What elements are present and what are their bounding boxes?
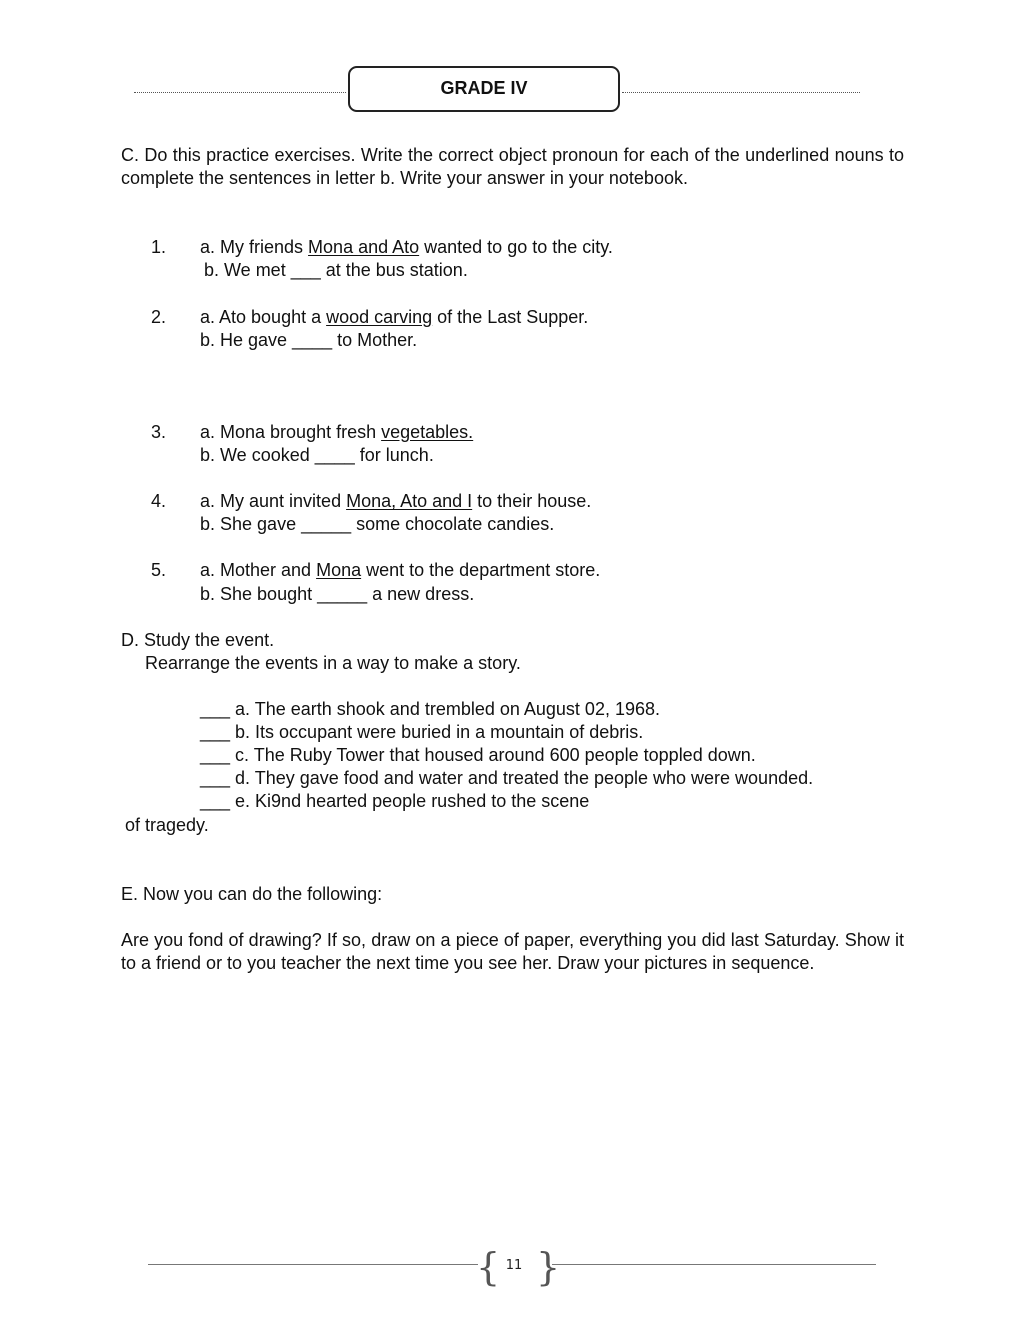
page-number: 11: [505, 1258, 523, 1273]
item-number: 5.: [151, 560, 167, 580]
item-number: 3.: [151, 422, 167, 442]
section-d-title: D. Study the event.: [121, 630, 275, 650]
event-item: ___ c. The Ruby Tower that housed around 600 people toppled down.: [200, 745, 756, 765]
section-e-title: E. Now you can do the following:: [121, 884, 383, 904]
grade-label: GRADE IV: [440, 78, 528, 98]
event-item: ___ a. The earth shook and trembled on August 02, 1968.: [200, 699, 661, 719]
footer-bracket-right-icon: }: [536, 1245, 561, 1289]
item-number: 2.: [151, 307, 167, 327]
section-d-instruction: Rearrange the events in a way to make a story.: [145, 653, 521, 673]
item-sentence-b: b. We cooked ____ for lunch.: [200, 445, 434, 465]
underlined-noun: Mona, Ato and I: [346, 491, 473, 511]
header-dotted-rule-right: [622, 92, 860, 93]
item-sentence-b: b. She gave _____ some chocolate candies.: [200, 514, 555, 534]
footer-rule-left: [148, 1264, 478, 1265]
item-sentence-b: b. He gave ____ to Mother.: [200, 330, 418, 350]
underlined-noun: wood carving: [326, 307, 433, 327]
item-sentence-a: a. Mother and Mona went to the department store.: [200, 560, 601, 580]
footer-bracket-left-icon: {: [476, 1245, 501, 1289]
underlined-noun: Mona and Ato: [308, 237, 420, 257]
item-sentence-a: a. Ato bought a wood carving of the Last Supper.: [200, 307, 589, 327]
event-item: ___ b. Its occupant were buried in a mountain of debris.: [200, 722, 644, 742]
item-sentence-a: a. My friends Mona and Ato wanted to go to the city.: [200, 237, 613, 257]
event-item: ___ d. They gave food and water and treated the people who were wounded.: [200, 768, 814, 788]
item-number: 1.: [151, 237, 167, 257]
section-e-body: Are you fond of drawing? If so, draw on a piece of paper, everything you did last Saturday. Show it to a friend or to you teacher the next time you see her. Draw your pictures in sequence.: [121, 930, 904, 973]
grade-label-box: [348, 66, 620, 112]
section-c-instructions: C. Do this practice exercises. Write the correct object pronoun for each of the underlined nouns to complete the sentences in letter b. Write your answer in your notebook.: [121, 145, 904, 188]
underlined-noun: Mona: [316, 560, 362, 580]
item-sentence-a: a. Mona brought fresh vegetables.: [200, 422, 474, 442]
event-item-continuation: of tragedy.: [125, 815, 209, 835]
event-item: ___ e. Ki9nd hearted people rushed to the scene: [200, 791, 590, 811]
item-sentence-b: b. She bought _____ a new dress.: [200, 584, 475, 604]
item-sentence-a: a. My aunt invited Mona, Ato and I to their house.: [200, 491, 592, 511]
footer-rule-right: [552, 1264, 876, 1265]
item-sentence-b: b. We met ___ at the bus station.: [204, 260, 468, 280]
item-number: 4.: [151, 491, 167, 511]
header-dotted-rule-left: [134, 92, 346, 93]
underlined-noun: vegetables.: [381, 422, 474, 442]
